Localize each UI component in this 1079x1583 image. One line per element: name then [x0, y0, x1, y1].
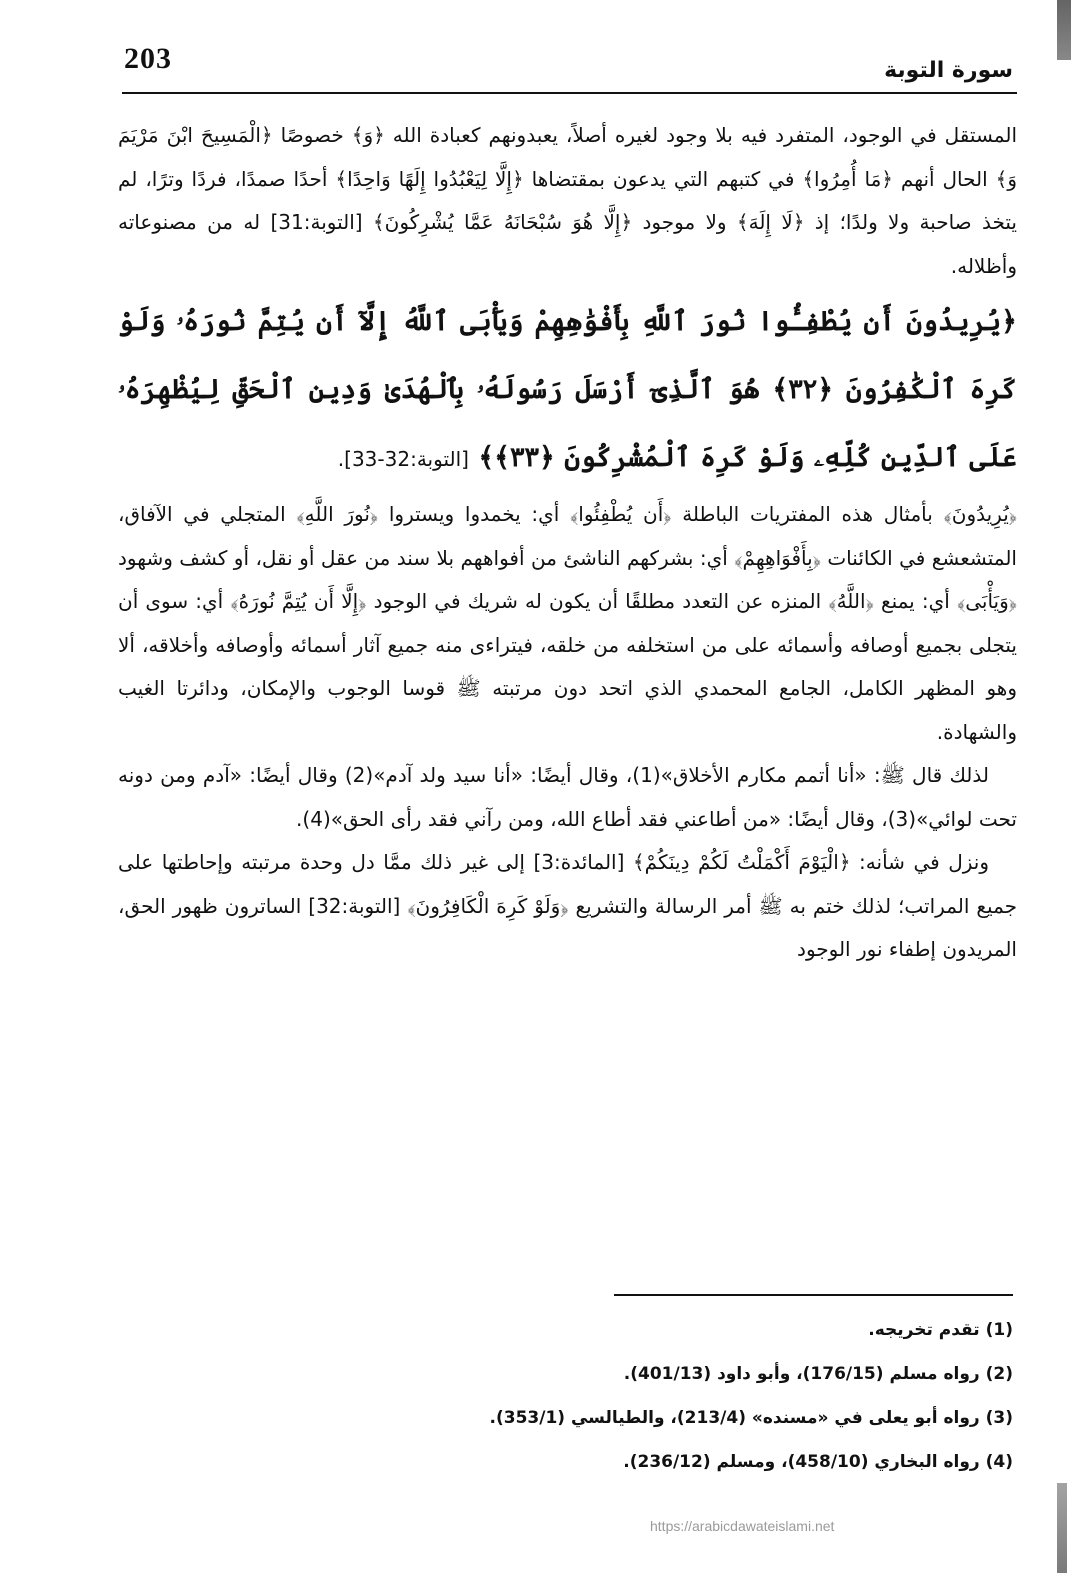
footnote-2: (2) رواه مسلم (176/15)، وأبو داود (401/13).: [623, 1364, 1013, 1384]
paragraph-1: المستقل في الوجود، المتفرد فيه بلا وجود لغيره أصلاً، يعبدونهم كعبادة الله ﴿وَ﴾ خصوصًا ﴿الْمَسِيحَ ابْنَ مَرْيَمَ وَ﴾ الحال أنهم ﴿مَا أُمِرُوا﴾ في كتبهم التي يدعون بمقتضاها ﴿إِلَّا لِيَعْبُدُوا إِلَهًا وَاحِدًا﴾ أحدًا صمدًا، فردًا وترًا، لم يتخذ صاحبة ولا ولدًا؛ إذ ﴿لَا إِلَهَ﴾ ولا موجود ﴿إِلَّا هُوَ سُبْحَانَهُ عَمَّا يُشْرِكُونَ﴾ [التوبة:31] له من مصنوعاته وأظلاله.: [118, 123, 1017, 278]
paragraph-3: لذلك قال ﷺ: «أنا أتمم مكارم الأخلاق»(1)، وقال أيضًا: «أنا سيد ولد آدم»(2) وقال أيضًا: «آدم ومن دونه تحت لوائي»(3)، وقال أيضًا: «من أطاعني فقد أطاع الله، ومن رآني فقد رأى الحق»(4).: [118, 763, 1017, 831]
main-text: [118, 114, 1017, 972]
scan-edge-mark: [1057, 0, 1071, 60]
footnote-divider: [614, 1294, 1013, 1296]
paragraph-4: ونزل في شأنه: ﴿الْيَوْمَ أَكْمَلْتُ لَكُمْ دِينَكُمْ﴾ [المائدة:3] إلى غير ذلك ممَّا دل وحدة مرتبته وإحاطتها على جميع المراتب؛ لذلك ختم به ﷺ أمر الرسالة والتشريع ﴿وَلَوْ كَرِهَ الْكَافِرُونَ﴾ [التوبة:32] الساترون ظهور الحق، المريدون إطفاء نور الوجود: [118, 850, 1017, 961]
quran-verse-block: [118, 288, 1017, 493]
footnote-4: (4) رواه البخاري (458/10)، ومسلم (236/12).: [623, 1452, 1013, 1472]
header-divider: [122, 92, 1017, 94]
scan-edge-mark-bottom: [1057, 1483, 1067, 1573]
page-number: 203: [124, 42, 172, 75]
footnote-1: (1) تقدم تخريجه.: [868, 1320, 1013, 1340]
paragraph-2: ﴿يُرِيدُونَ﴾ بأمثال هذه المفتريات الباطلة ﴿أَن يُطْفِئُوا﴾ أي: يخمدوا ويستروا ﴿نُورَ اللَّهِ﴾ المتجلي في الآفاق، المتشعشع في الكائنات ﴿بِأَفْوَاهِهِمْ﴾ أي: بشركهم الناشئ من أفواههم بلا سند من عقل أو نقل، أو كشف وشهود ﴿وَيَأْبَى﴾ أي: يمنع ﴿اللَّهُ﴾ المنزه عن التعدد مطلقًا أن يكون له شريك في الوجود ﴿إِلَّا أَن يُتِمَّ نُورَهُ﴾ أي: سوى أن يتجلى بجميع أوصافه وأسمائه على من استخلفه من خلقه، فيتراءى منه جميع آثار أسمائه وأوصافه وأخلاقه، ألا وهو المظهر الكامل، الجامع المحمدي الذي اتحد دون مرتبته ﷺ قوسا الوجوب والإمكان، ودائرتا الغيب والشهادة.: [118, 502, 1017, 744]
footnote-3: (3) رواه أبو يعلى في «مسنده» (213/4)، والطيالسي (353/1).: [489, 1408, 1013, 1428]
footnotes: [300, 1308, 1013, 1484]
watermark-url: https://arabicdawateislami.net: [650, 1518, 835, 1534]
surah-title: سورة التوبة: [884, 58, 1013, 83]
verse-reference: [التوبة:32-33].: [337, 447, 469, 471]
quran-verse: ﴿يُرِيدُونَ أَن يُطْفِـُٔوا نُورَ ٱللَّهِ بِأَفْوَٰهِهِمْ وَيَأْبَى ٱللَّهُ إِلَّآ أَن يُتِمَّ نُورَهُۥ وَلَوْ كَرِهَ ٱلْكَٰفِرُونَ ﴿٣٢﴾ هُوَ ٱلَّذِىٓ أَرْسَلَ رَسُولَهُۥ بِٱلْهُدَىٰ وَدِينِ ٱلْحَقِّ لِيُظْهِرَهُۥ عَلَى ٱلدِّينِ كُلِّهِۦ وَلَوْ كَرِهَ ٱلْمُشْرِكُونَ ﴿٣٣﴾﴾: [118, 306, 1017, 473]
